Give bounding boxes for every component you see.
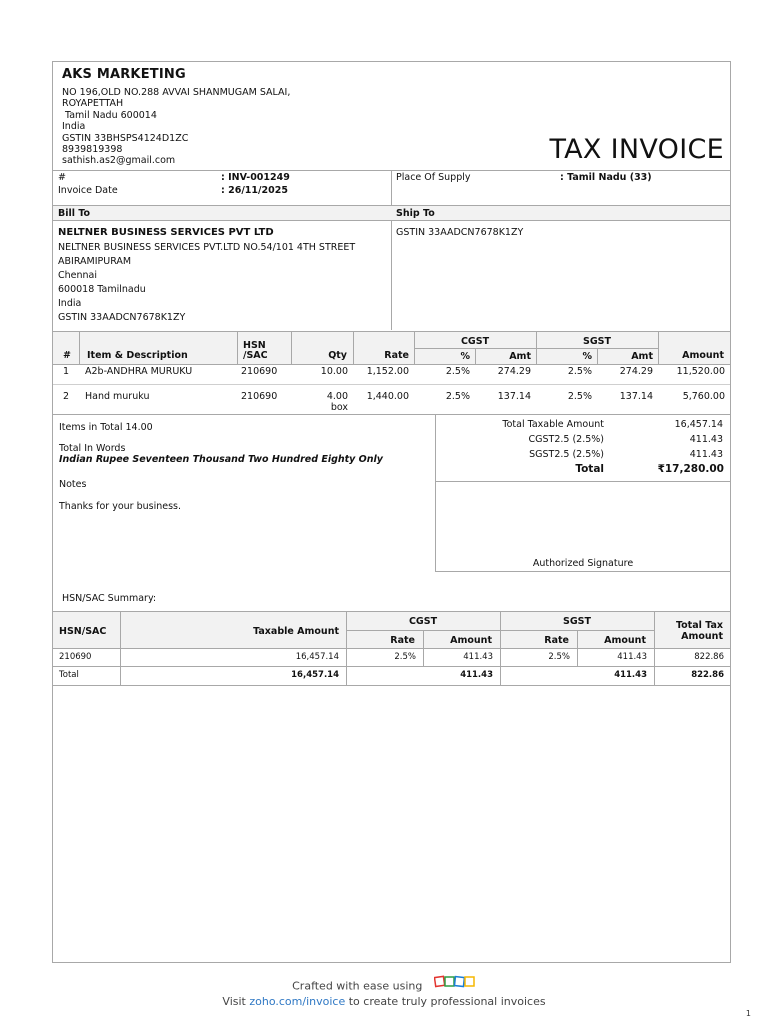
col-num: #: [63, 350, 71, 361]
seller-address-line: ROYAPETTAH: [62, 98, 124, 110]
seller-name: AKS MARKETING: [62, 67, 186, 82]
hsn-row-sgst-amt: 411.43: [617, 652, 647, 662]
hsn-col-cgst: CGST: [408, 616, 438, 627]
hsn-col-taxable: Taxable Amount: [253, 626, 339, 637]
authorized-signature: Authorized Signature: [532, 558, 634, 569]
bill-to-line: NELTNER BUSINESS SERVICES PVT.LTD NO.54/101 4TH STREET: [58, 242, 356, 253]
col-amount: Amount: [682, 350, 724, 361]
footer-visit: [0, 995, 768, 1008]
hsn-col-cgst-amount: Amount: [450, 635, 492, 646]
notes-value: Thanks for your business.: [59, 501, 182, 512]
row-cgst-amt: 274.29: [497, 366, 531, 377]
col-sgst-pct: %: [582, 351, 592, 362]
seller-address: [62, 87, 290, 167]
row-amount: 5,760.00: [682, 391, 725, 402]
footer-visit-prefix: Visit: [222, 995, 246, 1008]
row-qty: 10.00: [320, 366, 348, 377]
taxable-label: Total Taxable Amount: [502, 419, 604, 430]
hsn-col-cgst-rate: Rate: [390, 635, 415, 646]
sgst-total-label: SGST2.5 (2.5%): [529, 449, 604, 460]
hsn-col-sgst: SGST: [563, 616, 591, 627]
bill-to-label: Bill To: [58, 208, 91, 219]
zoho-logo-icon: [434, 975, 476, 992]
hsn-row-code: 210690: [59, 652, 92, 662]
seller-email: sathish.as2@gmail.com: [62, 155, 176, 167]
notes-label: Notes: [59, 479, 87, 490]
hsn-total-tax: 822.86: [691, 670, 724, 680]
seller-address-line: GSTIN 33BHSPS4124D1ZC: [62, 132, 189, 144]
bill-to-address: [58, 241, 355, 325]
cgst-total-label: CGST2.5 (2.5%): [528, 434, 604, 445]
items-in-total: Items in Total 14.00: [59, 422, 153, 433]
row-amount: 11,520.00: [676, 366, 725, 377]
row-cgst-amt: 137.14: [497, 391, 531, 402]
col-qty: Qty: [328, 350, 347, 361]
bill-to-line: ABIRAMIPURAM: [58, 256, 132, 267]
row-cgst-pct: 2.5%: [445, 391, 470, 402]
seller-address-line: Tamil Nadu 600014: [65, 109, 157, 121]
hsn-col-total-tax-amount: Amount: [681, 631, 723, 642]
hsn-total-taxable: 16,457.14: [291, 670, 339, 680]
seller-address-line: 8939819398: [62, 144, 123, 156]
row-sgst-amt: 274.29: [619, 366, 653, 377]
bill-to-line: India: [58, 298, 82, 309]
row-num: 2: [63, 391, 70, 402]
col-cgst: CGST: [460, 336, 490, 347]
invoice-date-label: Invoice Date: [58, 185, 118, 196]
row-sgst-pct: 2.5%: [567, 366, 592, 377]
hsn-row-cgst-rate: 2.5%: [394, 652, 416, 662]
page-number: 1: [745, 1009, 751, 1018]
hsn-col-sgst-amount: Amount: [604, 635, 646, 646]
hsn-row-total-tax: 822.86: [694, 652, 724, 662]
zoho-invoice-link[interactable]: zoho.com/invoice: [249, 995, 346, 1008]
hsn-total-label: Total: [59, 670, 79, 680]
seller-address-line: NO 196,OLD NO.288 AVVAI SHANMUGAM SALAI,: [62, 87, 291, 98]
row-qty: 4.00: [326, 391, 348, 402]
hsn-total-cgst: 411.43: [460, 670, 493, 680]
ship-to-label: Ship To: [396, 208, 435, 219]
col-cgst-pct: %: [460, 351, 470, 362]
col-hsn: HSN: [243, 340, 266, 351]
total-in-words-label: Total In Words: [59, 443, 126, 454]
invoice-date-value: : 26/11/2025: [221, 185, 288, 196]
bill-to-line: Chennai: [58, 270, 98, 281]
taxable-value: 16,457.14: [674, 419, 723, 430]
hsn-col-sgst-rate: Rate: [544, 635, 569, 646]
row-unit: box: [330, 402, 348, 413]
footer-visit-suffix: to create truly professional invoices: [348, 995, 546, 1008]
col-rate: Rate: [384, 350, 409, 361]
place-of-supply-label: Place Of Supply: [396, 172, 471, 183]
row-item: A2b-ANDHRA MURUKU: [85, 366, 193, 377]
col-item: Item & Description: [87, 350, 188, 361]
hsn-row-taxable: 16,457.14: [295, 652, 339, 662]
row-item: Hand muruku: [85, 391, 150, 402]
seller-address-line: India: [62, 121, 86, 133]
invoice-header: [53, 62, 730, 170]
place-of-supply-value: : Tamil Nadu (33): [560, 172, 652, 183]
hsn-col-total-tax: Total Tax: [675, 620, 723, 631]
sgst-total-value: 411.43: [689, 449, 723, 460]
row-rate: 1,152.00: [366, 366, 409, 377]
invoice-number-value: : INV-001249: [221, 172, 290, 183]
invoice-page: [52, 61, 731, 963]
document-title: TAX INVOICE: [549, 134, 724, 165]
row-hsn: 210690: [241, 391, 278, 402]
cgst-total-value: 411.43: [689, 434, 723, 445]
ship-to-gstin: GSTIN 33AADCN7678K1ZY: [396, 227, 524, 238]
col-sgst-amt: Amt: [631, 351, 653, 362]
footer-crafted: [0, 978, 768, 995]
row-num: 1: [63, 366, 70, 377]
hsn-col-hsn: HSN/SAC: [59, 626, 107, 637]
col-sgst: SGST: [583, 336, 611, 347]
invoice-number-label: #: [58, 172, 66, 183]
row-sgst-pct: 2.5%: [567, 391, 592, 402]
col-hsn-sac: /SAC: [243, 350, 268, 361]
hsn-row-cgst-amt: 411.43: [463, 652, 493, 662]
col-cgst-amt: Amt: [509, 351, 531, 362]
row-sgst-amt: 137.14: [619, 391, 653, 402]
row-hsn: 210690: [241, 366, 278, 377]
row-cgst-pct: 2.5%: [445, 366, 470, 377]
grand-total-label: Total: [575, 463, 604, 475]
row-rate: 1,440.00: [366, 391, 409, 402]
hsn-summary-title: HSN/SAC Summary:: [62, 593, 157, 604]
bill-to-line: 600018 Tamilnadu: [58, 284, 146, 295]
bill-to-gstin: GSTIN 33AADCN7678K1ZY: [58, 312, 186, 323]
footer-crafted-text: Crafted with ease using: [292, 979, 423, 993]
hsn-row-sgst-rate: 2.5%: [548, 652, 570, 662]
grand-total-value: ₹17,280.00: [657, 463, 724, 475]
hsn-total-sgst: 411.43: [614, 670, 647, 680]
total-in-words-value: Indian Rupee Seventeen Thousand Two Hundred Eighty Only: [59, 454, 383, 465]
bill-to-name: NELTNER BUSINESS SERVICES PVT LTD: [58, 227, 274, 238]
